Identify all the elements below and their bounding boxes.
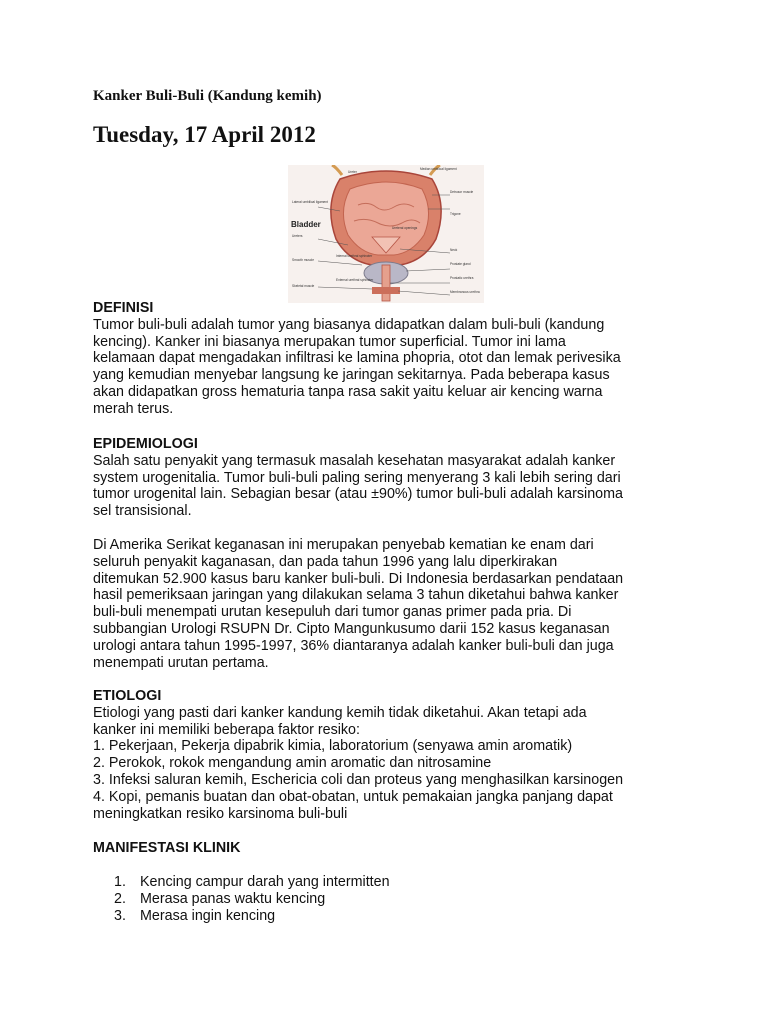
section-epidemiologi: [93, 436, 693, 520]
paragraph-line: meningkatkan resiko karsinoma buli-buli: [93, 805, 348, 822]
paragraph-line: 2. Perokok, rokok mengandung amin aromatic dan nitrosamine: [93, 755, 492, 772]
svg-text:Internal urethral sphincter: Internal urethral sphincter: [336, 254, 373, 258]
list-number: 1.: [114, 874, 126, 890]
svg-text:Neck: Neck: [450, 248, 458, 252]
section-definisi: [93, 300, 693, 418]
svg-text:Detrusor muscle: Detrusor muscle: [450, 190, 474, 194]
paragraph-line: buli-buli menempati urutan kesepuluh dari tumor ganas primer pada pria. Di: [93, 604, 572, 621]
paragraph-line: system urogenitalia. Tumor buli-buli paling sering menyerang 3 kali lebih sering dari: [93, 469, 621, 486]
section-heading: MANIFESTASI KLINIK: [93, 840, 241, 856]
paragraph-line: kanker ini memiliki beberapa faktor resiko:: [93, 721, 360, 738]
paragraph-line: hasil pemeriksaan jaringan yang dilakukan selama 3 tahun diketahui bahwa kanker: [93, 587, 619, 604]
urethra: [382, 265, 390, 301]
svg-text:Prostate gland: Prostate gland: [450, 262, 471, 266]
paragraph-line: kencing). Kanker ini biasanya merupakan tumor superficial. Tumor ini lama: [93, 333, 566, 350]
list-number: 2.: [114, 890, 126, 907]
svg-text:Prostatic urethra: Prostatic urethra: [450, 276, 474, 280]
list-number: 3.: [114, 907, 126, 924]
bladder-diagram: [288, 165, 484, 303]
list-item-text: Merasa panas waktu kencing: [140, 890, 326, 907]
bladder-label: Bladder: [291, 220, 321, 229]
paragraph-line: Etiologi yang pasti dari kanker kandung kemih tidak diketahui. Akan tetapi ada: [93, 704, 587, 721]
urethral-sphincter: [372, 287, 400, 294]
post-date: Tuesday, 17 April 2012: [93, 122, 316, 147]
svg-text:Ureter: Ureter: [348, 170, 357, 174]
svg-text:Trigone: Trigone: [450, 212, 461, 216]
svg-text:Skeletal muscle: Skeletal muscle: [292, 284, 315, 288]
bladder-illustration: [288, 165, 484, 303]
paragraph-line: Tumor buli-buli adalah tumor yang biasanya didapatkan dalam buli-buli (kandung: [93, 316, 605, 333]
paragraph-line: 3. Infeksi saluran kemih, Eschericia coli dan proteus yang menghasilkan karsinogen: [93, 771, 624, 788]
section-heading: DEFINISI: [93, 300, 154, 316]
paragraph-line: 4. Kopi, pemanis buatan dan obat-obatan, untuk pemakaian jangka panjang dapat: [93, 788, 613, 805]
section-heading: ETIOLOGI: [93, 688, 162, 704]
list-item: [93, 908, 390, 925]
paragraph-line: 1. Pekerjaan, Pekerja dipabrik kimia, laboratorium (senyawa amin aromatik): [93, 738, 573, 755]
list-item: [93, 874, 390, 891]
paragraph-line: urologi antara tahun 1995-1997, 36% diantaranya adalah kanker buli-buli dan juga: [93, 637, 614, 654]
paragraph-line: kelamaan dapat mengadakan infiltrasi ke lamina phopria, otot dan lemak perivesika: [93, 350, 621, 367]
section-heading: EPIDEMIOLOGI: [93, 436, 198, 452]
paragraph-line: akan didapatkan gross hematuria tanpa rasa sakit yaitu keluar air kencing warna: [93, 383, 603, 400]
paragraph-line: seluruh penyakit kaganasan, dan pada tahun 1996 yang lalu diperkirakan: [93, 553, 558, 570]
svg-text:Ureteral openings: Ureteral openings: [392, 226, 418, 230]
paragraph-line: sel transisional.: [93, 503, 192, 520]
section-epidemiologi-paragraph-2: [93, 537, 693, 671]
paragraph-line: menempati urutan pertama.: [93, 654, 269, 671]
svg-text:Median umbilical ligament: Median umbilical ligament: [420, 167, 457, 171]
list-item-text: Kencing campur darah yang intermitten: [140, 874, 390, 890]
svg-text:Ureters: Ureters: [292, 234, 303, 238]
svg-text:Smooth muscle: Smooth muscle: [292, 258, 314, 262]
paragraph-line: ditemukan 52.900 kasus baru kanker buli-buli. Di Indonesia berdasarkan pendataan: [93, 570, 624, 587]
section-etiologi: [93, 688, 693, 822]
paragraph-line: merah terus.: [93, 400, 174, 417]
paragraph-line: yang kemudian menyebar langsung ke jaringan sekitarnya. Pada beberapa kasus: [93, 367, 610, 384]
blog-title: Kanker Buli-Buli (Kandung kemih): [93, 88, 322, 104]
paragraph-line: Di Amerika Serikat keganasan ini merupakan penyebab kematian ke enam dari: [93, 537, 594, 553]
clinical-manifestation-list: [93, 874, 390, 924]
section-manifestasi-klinik: [93, 840, 693, 857]
svg-text:External urethral sphincter: External urethral sphincter: [336, 278, 374, 282]
paragraph-line: Salah satu penyakit yang termasuk masalah kesehatan masyarakat adalah kanker: [93, 452, 616, 469]
list-item: [93, 891, 390, 908]
paragraph-line: subbangian Urologi RSUPN Dr. Cipto Mangunkusumo darii 152 kasus keganasan: [93, 620, 610, 637]
paragraph-line: tumor urogenital lain. Sebagian besar (atau ±90%) tumor buli-buli adalah karsinoma: [93, 486, 623, 503]
svg-text:Lateral umbilical ligament: Lateral umbilical ligament: [292, 200, 328, 204]
svg-text:Membranous urethra: Membranous urethra: [450, 290, 480, 294]
list-item-text: Merasa ingin kencing: [140, 907, 276, 924]
